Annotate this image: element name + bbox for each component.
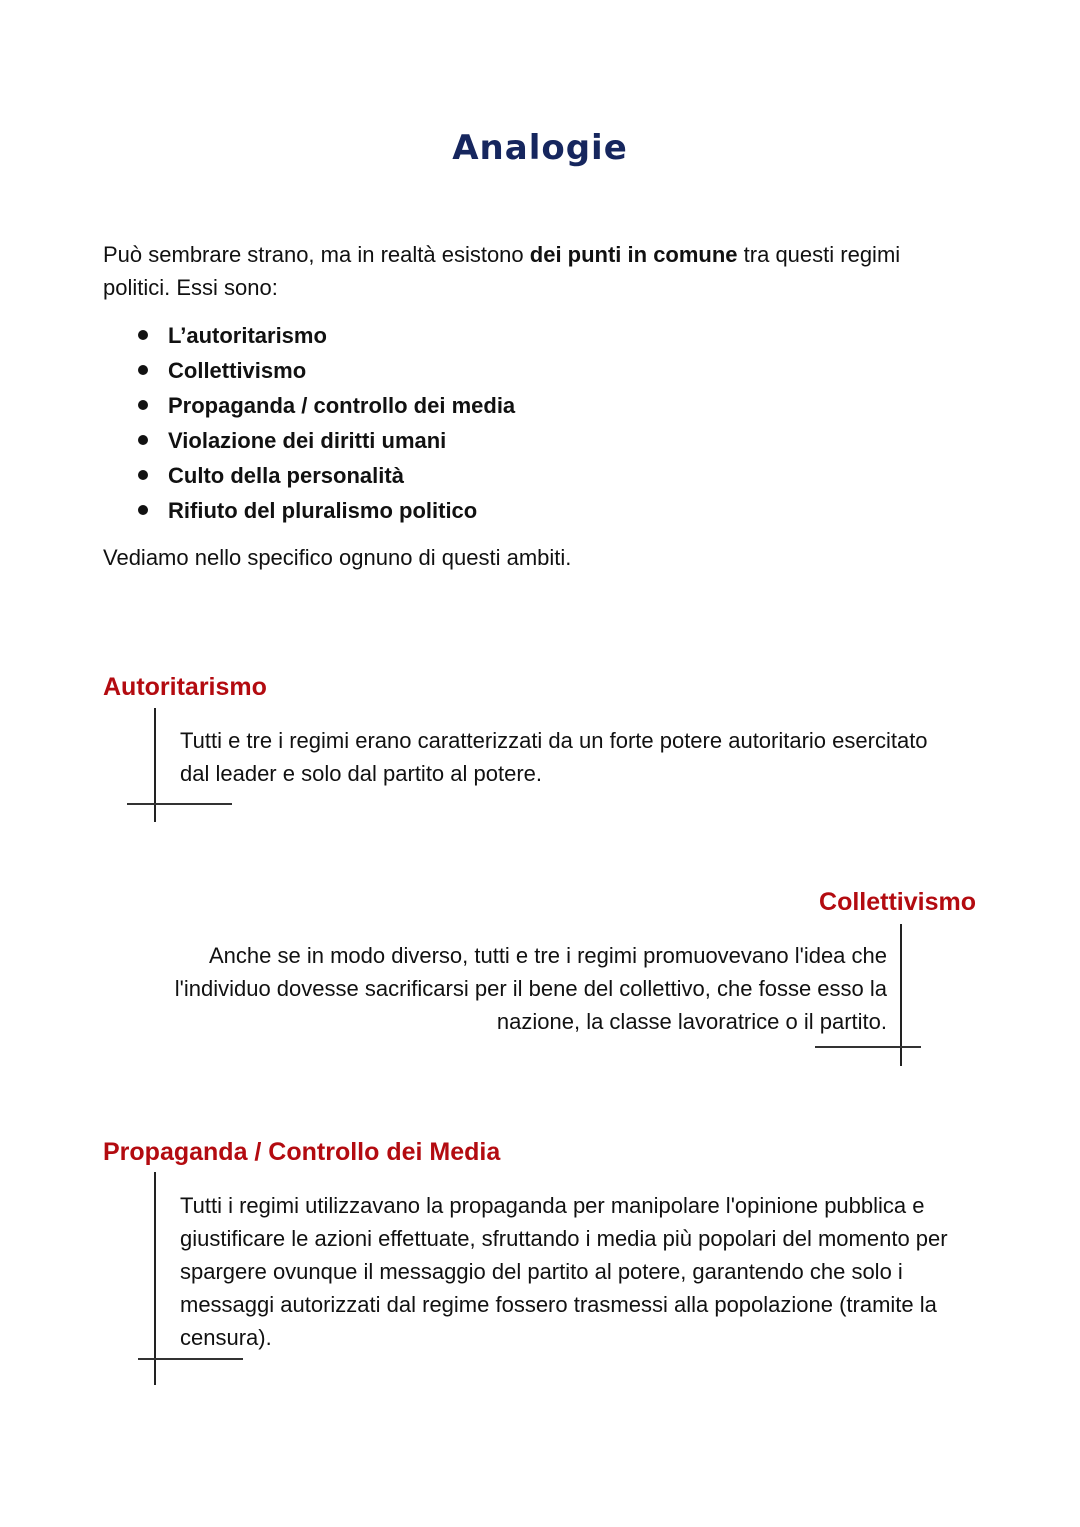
list-item-label: Culto della personalità xyxy=(168,463,404,488)
section-bracket-horizontal xyxy=(138,1358,243,1360)
section-title-propaganda: Propaganda / Controllo dei Media xyxy=(103,1138,501,1166)
section-title-collettivismo: Collettivismo xyxy=(819,888,976,916)
section-bracket-vertical xyxy=(154,1172,156,1385)
section-text-propaganda: Tutti i regimi utilizzavano la propaganda per manipolare l'opinione pubblica e giustificare le azioni effettuate, sfruttando i media più popolari del momento per spargere ovunque il messaggio del partito al potere, garantendo che solo i messaggi autorizzati dal regime fossero trasmessi alla popolazione (tramite la censura). xyxy=(180,1193,948,1350)
intro-text-before: Può sembrare strano, ma in realtà esistono xyxy=(103,242,530,267)
list-item xyxy=(103,318,515,353)
section-text-collettivismo: Anche se in modo diverso, tutti e tre i regimi promuovevano l'idea che l'individuo dovesse sacrificarsi per il bene del collettivo, che fosse esso la nazione, la classe lavoratrice o il partito. xyxy=(174,943,887,1034)
intro-text-bold: dei punti in comune xyxy=(529,242,738,267)
list-item xyxy=(103,423,515,458)
section-text-autoritarismo: Tutti e tre i regimi erano caratterizzati da un forte potere autoritario esercitato dal leader e solo dal partito al potere. xyxy=(180,728,928,786)
intro-text-after: tra questi regimi politici. Essi sono: xyxy=(103,242,901,300)
list-item xyxy=(103,388,515,423)
bullet-icon xyxy=(138,505,148,515)
list-item-label: Violazione dei diritti umani xyxy=(168,428,447,453)
section-bracket-vertical xyxy=(900,924,902,1066)
bullet-icon xyxy=(138,330,148,340)
bullet-icon xyxy=(138,470,148,480)
list-item-label: Collettivismo xyxy=(168,358,307,383)
section-bracket-horizontal xyxy=(815,1046,921,1048)
outro-paragraph: Vediamo nello specifico ognuno di questi ambiti. xyxy=(103,545,572,570)
list-item-label: L’autoritarismo xyxy=(168,323,327,348)
common-points-list xyxy=(103,318,515,528)
bullet-icon xyxy=(138,400,148,410)
list-item xyxy=(103,493,515,528)
bullet-icon xyxy=(138,365,148,375)
page-title: Analogie xyxy=(452,128,628,168)
list-item-label: Propaganda / controllo dei media xyxy=(168,393,516,418)
bullet-icon xyxy=(138,435,148,445)
section-bracket-horizontal xyxy=(127,803,232,805)
list-item-label: Rifiuto del pluralismo politico xyxy=(168,498,478,523)
list-item xyxy=(103,353,515,388)
section-bracket-vertical xyxy=(154,708,156,822)
intro-paragraph xyxy=(103,238,973,304)
list-item xyxy=(103,458,515,493)
section-title-autoritarismo: Autoritarismo xyxy=(103,673,267,701)
